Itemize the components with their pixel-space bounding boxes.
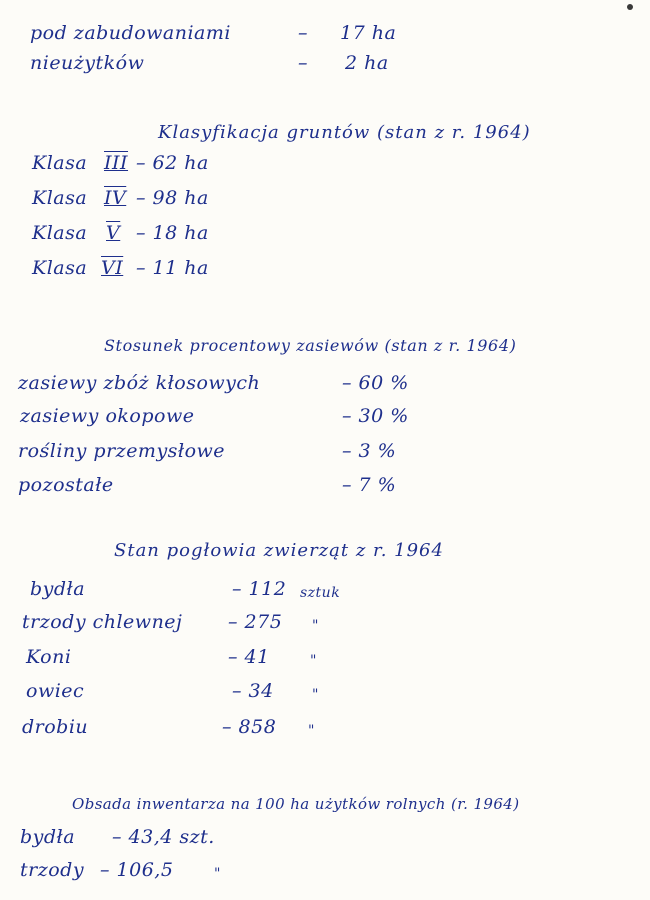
land-use-dash: – [298,52,308,74]
soil-class-numeral: VI [101,257,124,279]
livestock-heading: Stan pogłowia zwierząt z r. 1964 [114,540,444,561]
land-use-name: nieużytków [30,52,145,74]
stocking-unit: " [214,866,221,882]
soil-classification-heading: Klasyfikacja gruntów (stan z r. 1964) [158,122,531,143]
crop-percent: – 30 % [342,405,409,427]
stocking-value: – 43,4 szt. [112,826,215,848]
crop-name: zasiewy okopowe [20,405,195,427]
stocking-value: – 106,5 [100,859,174,881]
stocking-name: trzody [20,859,85,881]
crop-percent: – 7 % [342,474,397,496]
soil-class-area: – 18 ha [136,222,209,244]
livestock-count: – 34 [232,680,274,702]
livestock-name: bydła [30,578,86,600]
livestock-count: – 858 [222,716,277,738]
soil-class-numeral: V [106,222,121,244]
soil-class-numeral: IV [104,187,127,209]
soil-class-label: Klasa [32,152,88,174]
livestock-count: – 41 [228,646,270,668]
crop-name: rośliny przemysłowe [18,440,226,462]
land-use-value: 2 ha [345,52,389,74]
livestock-count: – 112 [232,578,287,600]
crop-name: pozostałe [18,474,114,496]
livestock-unit: " [312,618,319,634]
livestock-unit: sztuk [300,585,341,601]
soil-class-label: Klasa [32,257,88,279]
livestock-unit: " [308,723,315,739]
crop-ratio-heading: Stosunek procentowy zasiewów (stan z r. 1964) [104,336,517,355]
crop-percent: – 60 % [342,372,409,394]
livestock-name: drobiu [22,716,89,738]
soil-class-label: Klasa [32,222,88,244]
livestock-unit: " [312,687,319,703]
land-use-value: 17 ha [340,22,397,44]
livestock-name: Koni [26,646,72,668]
land-use-name: pod zabudowaniami [30,22,231,44]
soil-class-area: – 11 ha [136,257,209,279]
livestock-count: – 275 [228,611,283,633]
land-use-dash: – [298,22,308,44]
soil-class-area: – 98 ha [136,187,209,209]
crop-percent: – 3 % [342,440,397,462]
soil-class-label: Klasa [32,187,88,209]
livestock-name: trzody chlewnej [22,611,183,633]
crop-name: zasiewy zbóż kłosowych [18,372,261,394]
livestock-unit: " [310,653,317,669]
stocking-name: bydła [20,826,76,848]
soil-class-numeral: III [104,152,129,174]
stocking-heading: Obsada inwentarza na 100 ha użytków rolnych (r. 1964) [72,795,520,813]
soil-class-area: – 62 ha [136,152,209,174]
ink-speck [627,4,633,10]
livestock-name: owiec [26,680,85,702]
